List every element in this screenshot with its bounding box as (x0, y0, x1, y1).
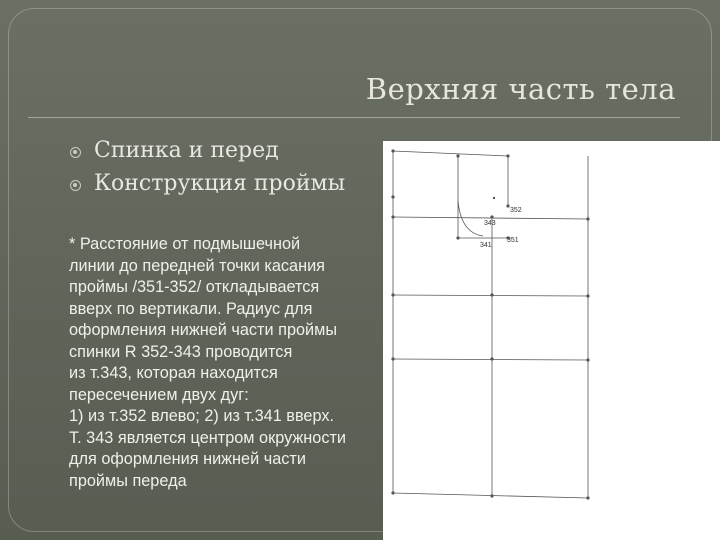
label-343: 343 (484, 220, 496, 227)
point-marker (586, 294, 589, 297)
point-marker (391, 357, 394, 360)
point-marker (391, 195, 394, 198)
body-line: * Расстояние от подмышечной (69, 235, 301, 253)
armhole-construction-diagram (383, 141, 720, 540)
body-line: 1) из т.352 влево; 2) из т.341 вверх. (69, 407, 334, 425)
slide-title: Верхняя часть тела (365, 72, 676, 106)
point-marker (506, 154, 509, 157)
point-marker (391, 491, 394, 494)
point-marker (391, 149, 394, 152)
body-line: линии до передней точки касания (69, 256, 325, 275)
bullet-icon (70, 147, 81, 158)
body-line: спинки R 352-343 проводится (69, 342, 293, 361)
label-351: 351 (507, 237, 519, 244)
point-marker (586, 217, 589, 220)
body-line: для оформления нижней части (69, 450, 306, 468)
point-marker (456, 236, 459, 239)
point-marker (493, 197, 495, 199)
title-divider (28, 117, 680, 118)
top-line (393, 151, 508, 156)
label-352: 352 (510, 207, 522, 214)
body-line: вверх по вертикали. Радиус для (69, 299, 313, 318)
point-marker (456, 154, 459, 157)
point-marker (490, 215, 493, 218)
point-marker (490, 293, 493, 296)
point-marker (586, 358, 589, 361)
point-marker (490, 357, 493, 360)
body-line: оформления нижней части проймы (69, 321, 338, 339)
bullet-text: Спинка и перед (94, 138, 279, 163)
body-line: проймы /351-352/ откладывается (69, 278, 320, 296)
body-line: пересечением двух дуг: (69, 385, 249, 404)
bullet-icon (70, 180, 81, 191)
point-marker (391, 293, 394, 296)
point-marker (586, 496, 589, 499)
point-marker (391, 215, 394, 218)
body-paragraph (69, 234, 389, 492)
armhole-arc (458, 201, 483, 236)
point-marker (490, 494, 493, 497)
pattern-drawing (383, 141, 720, 540)
body-line: Т. 343 является центром окружности (69, 428, 347, 447)
label-341: 341 (480, 242, 492, 249)
bullet-text: Конструкция проймы (94, 171, 346, 196)
body-line: из т.343, которая находится (69, 364, 278, 382)
body-line: проймы переда (69, 471, 187, 490)
